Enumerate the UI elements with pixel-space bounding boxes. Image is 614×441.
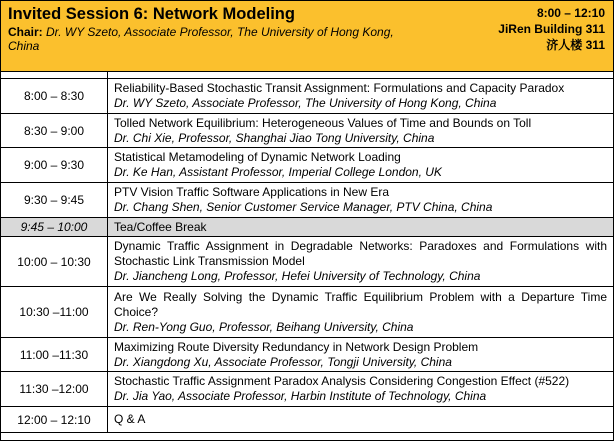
talk-speaker: Dr. Ren-Yong Guo, Professor, Beihang University, China	[114, 319, 414, 334]
row-time: 8:30 – 9:00	[1, 114, 108, 148]
row-time: 11:30 –12:00	[1, 372, 108, 407]
table-row	[1, 183, 613, 218]
table-row	[1, 148, 613, 183]
talk-speaker: Dr. Jia Yao, Associate Professor, Harbin Institute of Technology, China	[114, 389, 487, 403]
talk-title: Are We Really Solving the Dynamic Traffic Equilibrium Problem with a Departure Time Choice?	[114, 289, 607, 319]
schedule-table	[1, 72, 613, 433]
talk-title: Statistical Metamodeling of Dynamic Network Loading	[114, 150, 401, 164]
talk-title: Reliability-Based Stochastic Transit Assignment: Formulations and Capacity Paradox	[114, 81, 565, 95]
table-row	[1, 114, 613, 148]
session-time: 8:00 – 12:10	[536, 6, 605, 20]
talk-title: Maximizing Route Diversity Redundancy in Network Design Problem	[114, 339, 479, 354]
talk-speaker: Dr. Chang Shen, Senior Customer Service Manager, PTV China, China	[114, 200, 493, 214]
row-time: 10:00 – 10:30	[1, 237, 108, 287]
table-row	[1, 372, 613, 407]
talk-speaker: Dr. Ke Han, Assistant Professor, Imperial College London, UK	[114, 165, 442, 179]
talk-title: Stochastic Traffic Assignment Paradox Analysis Considering Congestion Effect (#522)	[114, 374, 570, 388]
row-time: 9:30 – 9:45	[1, 183, 108, 218]
row-time: 12:00 – 12:10	[1, 407, 108, 433]
talk-speaker: Dr. WY Szeto, Associate Professor, The University of Hong Kong, China	[114, 96, 497, 110]
break-label: Tea/Coffee Break	[108, 218, 614, 237]
talk-title: Dynamic Traffic Assignment in Degradable Networks: Paradoxes and Formulations with Stochastic Link Transmission Model	[114, 239, 607, 268]
table-row	[1, 237, 613, 287]
table-row	[1, 79, 613, 114]
venue-en: JiRen Building 311	[498, 22, 605, 36]
row-time: 9:00 – 9:30	[1, 148, 108, 183]
talk-speaker: Dr. Chi Xie, Professor, Shanghai Jiao Tong University, China	[114, 130, 435, 145]
row-time: 10:30 –11:00	[1, 287, 108, 338]
chair-name: Dr. WY Szeto, Associate Professor, The University of Hong Kong, China	[8, 25, 394, 53]
row-time: 9:45 – 10:00	[1, 218, 108, 237]
talk-speaker: Dr. Jiancheng Long, Professor, Hefei University of Technology, China	[114, 269, 481, 283]
table-row	[1, 407, 613, 433]
talk-title: PTV Vision Traffic Software Applications in New Era	[114, 185, 390, 199]
row-time: 11:00 –11:30	[1, 338, 108, 372]
session-title: Invited Session 6: Network Modeling	[8, 5, 295, 23]
row-time: 8:00 – 8:30	[1, 79, 108, 114]
session-time-venue	[498, 5, 605, 53]
chair-label: Chair:	[8, 25, 43, 39]
venue-cn: 济人楼 311	[546, 38, 605, 52]
talk-speaker: Dr. Xiangdong Xu, Associate Professor, Tongji University, China	[114, 354, 452, 369]
break-row	[1, 218, 613, 237]
session-chair	[8, 25, 408, 53]
table-row	[1, 287, 613, 338]
session-header	[1, 1, 613, 72]
table-row	[1, 338, 613, 372]
talk-title: Q & A	[108, 407, 614, 433]
talk-title: Tolled Network Equilibrium: Heterogeneous Values of Time and Bounds on Toll	[114, 115, 532, 130]
